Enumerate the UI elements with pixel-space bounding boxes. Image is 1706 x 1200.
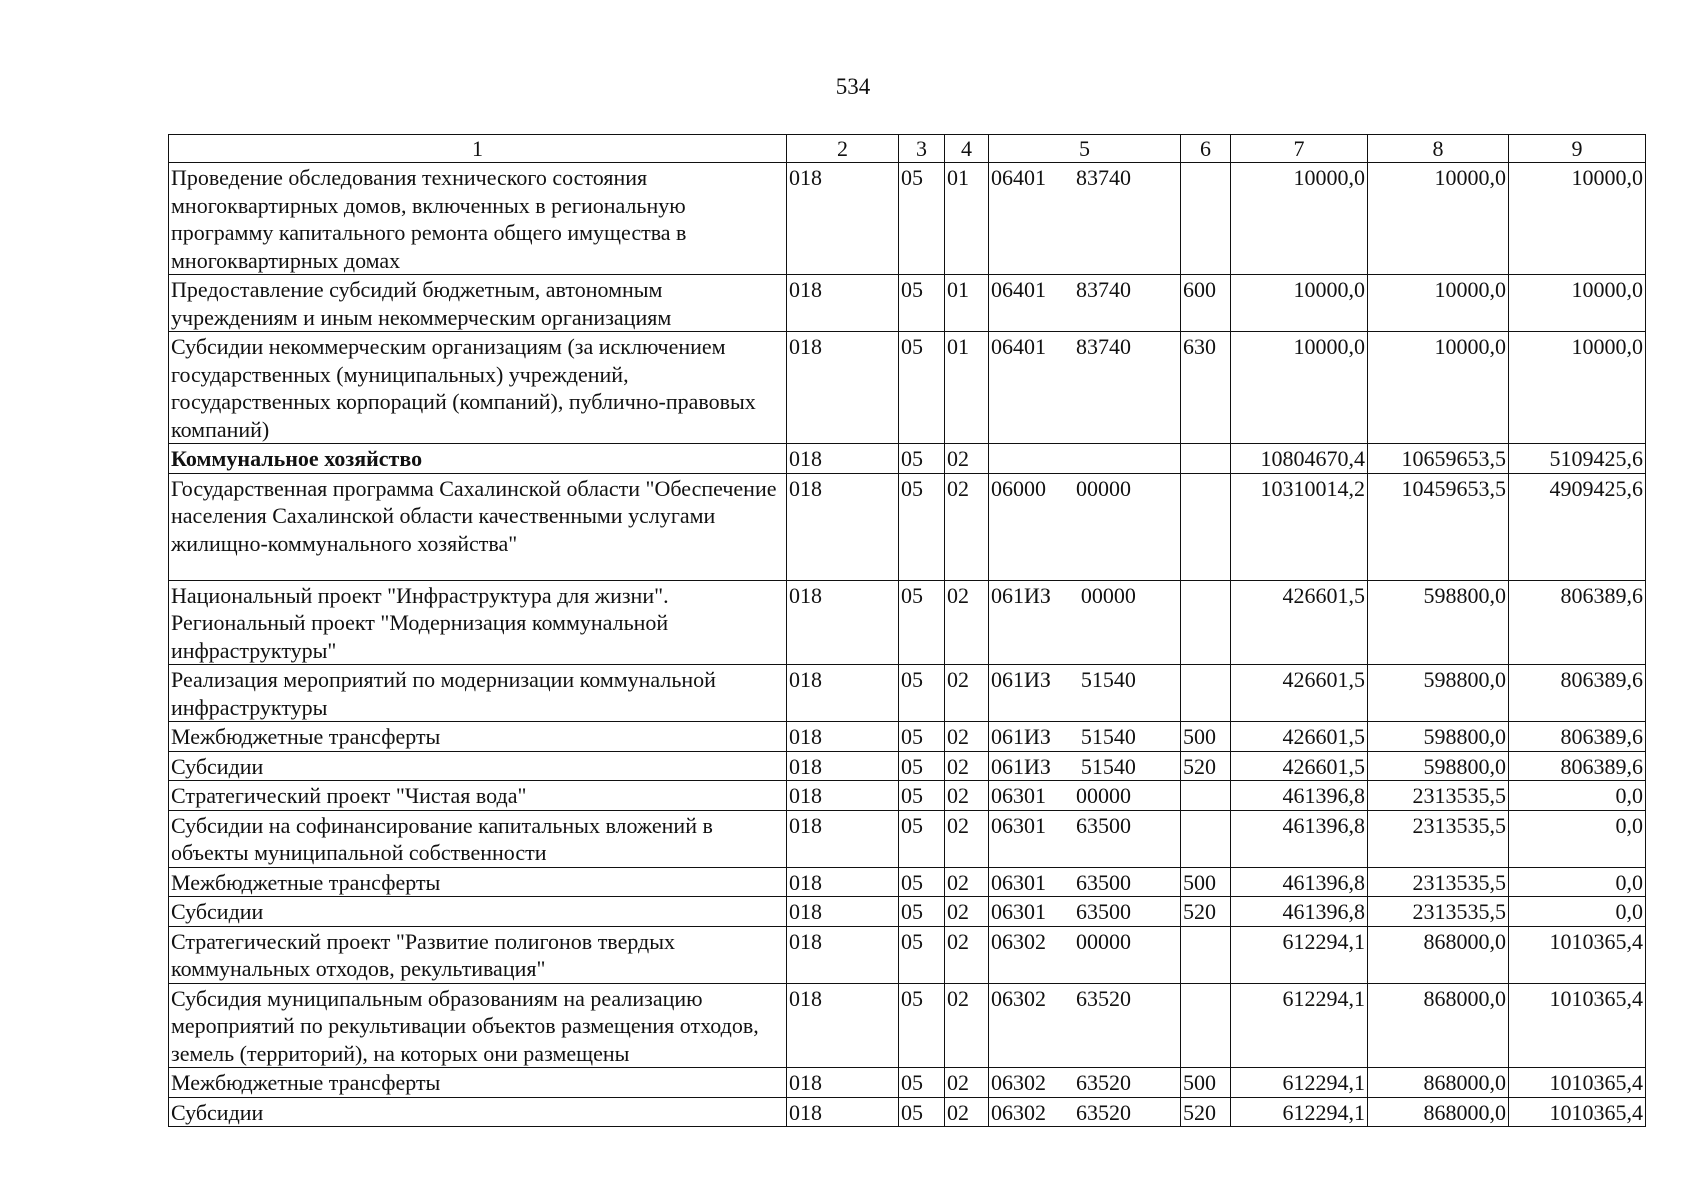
row-col4-cell: 02 bbox=[945, 810, 989, 867]
row-col3-cell: 05 bbox=[899, 983, 945, 1068]
direction-code: 51540 bbox=[1080, 667, 1136, 692]
row-name-cell: Стратегический проект "Чистая вода" bbox=[169, 781, 787, 811]
row-col3-cell: 05 bbox=[899, 810, 945, 867]
direction-code: 00000 bbox=[1076, 928, 1131, 954]
row-name-cell: Субсидии bbox=[169, 751, 787, 781]
row-col6-cell bbox=[1181, 580, 1231, 665]
table-row bbox=[169, 665, 1646, 722]
row-col7-value: 426601,5 bbox=[1231, 580, 1368, 665]
row-col8-value: 2313535,5 bbox=[1368, 867, 1509, 897]
direction-code: 83740 bbox=[1076, 277, 1131, 302]
program-code: 06301 bbox=[991, 899, 1046, 924]
row-col6-cell bbox=[1181, 926, 1231, 983]
row-col4-cell: 02 bbox=[945, 1097, 989, 1127]
row-col7-value: 612294,1 bbox=[1231, 926, 1368, 983]
row-col5-cell bbox=[989, 1068, 1181, 1098]
direction-code: 63500 bbox=[1076, 899, 1131, 924]
row-col5-cell bbox=[989, 867, 1181, 897]
row-col3-cell: 05 bbox=[899, 275, 945, 332]
row-col2-cell: 018 bbox=[787, 781, 899, 811]
row-col5-cell bbox=[989, 163, 1181, 275]
row-col8-value: 598800,0 bbox=[1368, 751, 1509, 781]
table-row bbox=[169, 1068, 1646, 1098]
row-col4-cell: 02 bbox=[945, 926, 989, 983]
row-col4-cell: 01 bbox=[945, 275, 989, 332]
row-name-cell: Субсидии bbox=[169, 897, 787, 927]
table-row bbox=[169, 332, 1646, 444]
row-col6-cell: 600 bbox=[1181, 275, 1231, 332]
table-row bbox=[169, 580, 1646, 665]
row-name-cell: Стратегический проект "Развитие полигонов твердых коммунальных отходов, рекультивация" bbox=[169, 926, 787, 983]
table-row bbox=[169, 983, 1646, 1068]
row-col6-cell: 520 bbox=[1181, 1097, 1231, 1127]
row-col6-cell: 520 bbox=[1181, 897, 1231, 927]
row-name-cell: Проведение обследования технического состояния многоквартирных домов, включенных в региональную программу капитального ремонта общего имущества в многоквартирных домах bbox=[169, 163, 787, 275]
row-col6-cell bbox=[1181, 781, 1231, 811]
row-col9-value: 0,0 bbox=[1509, 781, 1646, 811]
direction-code: 63520 bbox=[1076, 1070, 1131, 1095]
row-name-cell: Государственная программа Сахалинской области "Обеспечение населения Сахалинской области качественными услугами жилищно-коммунального хозяйства" bbox=[169, 473, 787, 580]
row-col8-value: 10000,0 bbox=[1368, 275, 1509, 332]
row-col5-cell bbox=[989, 926, 1181, 983]
direction-code: 83740 bbox=[1076, 165, 1131, 190]
row-name-cell: Межбюджетные трансферты bbox=[169, 722, 787, 752]
row-name-cell: Субсидии некоммерческим организациям (за исключением государственных (муниципальных) учреждений, государственных корпораций (компаний), публично-правовых компаний) bbox=[169, 332, 787, 444]
row-col2-cell: 018 bbox=[787, 722, 899, 752]
table-row bbox=[169, 722, 1646, 752]
row-col6-cell: 520 bbox=[1181, 751, 1231, 781]
row-col7-value: 426601,5 bbox=[1231, 722, 1368, 752]
program-code: 06000 bbox=[991, 475, 1046, 501]
program-code: 06302 bbox=[991, 928, 1046, 954]
row-col4-cell: 02 bbox=[945, 665, 989, 722]
row-col8-value: 2313535,5 bbox=[1368, 897, 1509, 927]
row-col4-cell: 02 bbox=[945, 473, 989, 580]
row-col2-cell: 018 bbox=[787, 444, 899, 474]
row-col8-value: 598800,0 bbox=[1368, 665, 1509, 722]
table-row bbox=[169, 473, 1646, 580]
row-col5-cell bbox=[989, 275, 1181, 332]
row-col7-value: 612294,1 bbox=[1231, 1068, 1368, 1098]
row-col4-cell: 02 bbox=[945, 897, 989, 927]
row-col5-cell bbox=[989, 751, 1181, 781]
row-col7-value: 10000,0 bbox=[1231, 163, 1368, 275]
direction-code: 51540 bbox=[1080, 724, 1136, 749]
table-row bbox=[169, 751, 1646, 781]
table-row bbox=[169, 810, 1646, 867]
row-name-cell: Межбюджетные трансферты bbox=[169, 1068, 787, 1098]
row-col6-cell bbox=[1181, 473, 1231, 580]
row-col9-value: 1010365,4 bbox=[1509, 983, 1646, 1068]
row-name-cell: Предоставление субсидий бюджетным, автономным учреждениям и иным некоммерческим организациям bbox=[169, 275, 787, 332]
row-col5-cell bbox=[989, 580, 1181, 665]
table-row bbox=[169, 1097, 1646, 1127]
row-col7-value: 612294,1 bbox=[1231, 983, 1368, 1068]
row-col9-value: 806389,6 bbox=[1509, 580, 1646, 665]
header-cell: 5 bbox=[989, 135, 1181, 163]
program-code: 06401 bbox=[991, 165, 1046, 190]
row-name-cell: Субсидии bbox=[169, 1097, 787, 1127]
header-cell: 7 bbox=[1231, 135, 1368, 163]
row-col3-cell: 05 bbox=[899, 781, 945, 811]
program-code: 06301 bbox=[991, 783, 1046, 808]
row-col9-value: 806389,6 bbox=[1509, 722, 1646, 752]
row-col4-cell: 02 bbox=[945, 444, 989, 474]
direction-code: 51540 bbox=[1080, 753, 1136, 779]
program-code: 061ИЗ bbox=[991, 724, 1051, 749]
row-col2-cell: 018 bbox=[787, 897, 899, 927]
direction-code: 63520 bbox=[1076, 1099, 1131, 1125]
program-code: 06301 bbox=[991, 812, 1046, 838]
row-col8-value: 868000,0 bbox=[1368, 926, 1509, 983]
row-col6-cell: 500 bbox=[1181, 722, 1231, 752]
row-col6-cell bbox=[1181, 163, 1231, 275]
row-name-cell: Межбюджетные трансферты bbox=[169, 867, 787, 897]
row-col4-cell: 02 bbox=[945, 1068, 989, 1098]
row-name-cell: Национальный проект "Инфраструктура для жизни". Региональный проект "Модернизация коммунальной инфраструктуры" bbox=[169, 580, 787, 665]
row-col7-value: 461396,8 bbox=[1231, 897, 1368, 927]
row-col7-value: 10804670,4 bbox=[1231, 444, 1368, 474]
row-col5-cell bbox=[989, 444, 1181, 474]
header-cell: 2 bbox=[787, 135, 899, 163]
row-col7-value: 10310014,2 bbox=[1231, 473, 1368, 580]
row-col2-cell: 018 bbox=[787, 1068, 899, 1098]
row-col9-value: 10000,0 bbox=[1509, 332, 1646, 444]
header-cell: 6 bbox=[1181, 135, 1231, 163]
row-col4-cell: 01 bbox=[945, 163, 989, 275]
row-col9-value: 1010365,4 bbox=[1509, 1097, 1646, 1127]
row-col4-cell: 02 bbox=[945, 580, 989, 665]
row-col4-cell: 02 bbox=[945, 722, 989, 752]
row-col3-cell: 05 bbox=[899, 665, 945, 722]
program-code: 06302 bbox=[991, 1099, 1046, 1125]
row-col3-cell: 05 bbox=[899, 163, 945, 275]
row-name-cell: Реализация мероприятий по модернизации коммунальной инфраструктуры bbox=[169, 665, 787, 722]
row-col8-value: 598800,0 bbox=[1368, 580, 1509, 665]
row-col6-cell bbox=[1181, 444, 1231, 474]
row-col9-value: 0,0 bbox=[1509, 897, 1646, 927]
row-col3-cell: 05 bbox=[899, 751, 945, 781]
direction-code: 83740 bbox=[1076, 334, 1131, 359]
program-code: 061ИЗ bbox=[991, 753, 1051, 779]
program-code: 06302 bbox=[991, 985, 1046, 1011]
program-code: 06301 bbox=[991, 869, 1046, 895]
row-col5-cell bbox=[989, 781, 1181, 811]
row-col6-cell bbox=[1181, 810, 1231, 867]
row-col3-cell: 05 bbox=[899, 580, 945, 665]
row-col2-cell: 018 bbox=[787, 867, 899, 897]
row-col7-value: 461396,8 bbox=[1231, 781, 1368, 811]
header-row bbox=[169, 135, 1646, 163]
row-col3-cell: 05 bbox=[899, 1097, 945, 1127]
table-row bbox=[169, 444, 1646, 474]
row-col2-cell: 018 bbox=[787, 163, 899, 275]
row-col9-value: 1010365,4 bbox=[1509, 1068, 1646, 1098]
program-code: 06401 bbox=[991, 277, 1046, 302]
row-col7-value: 461396,8 bbox=[1231, 867, 1368, 897]
row-col6-cell: 500 bbox=[1181, 1068, 1231, 1098]
row-col6-cell: 630 bbox=[1181, 332, 1231, 444]
row-col7-value: 10000,0 bbox=[1231, 275, 1368, 332]
row-col2-cell: 018 bbox=[787, 275, 899, 332]
row-col2-cell: 018 bbox=[787, 926, 899, 983]
row-name-cell: Субсидия муниципальным образованиям на реализацию мероприятий по рекультивации объектов размещения отходов, земель (территорий), на которых они размещены bbox=[169, 983, 787, 1068]
row-col9-value: 1010365,4 bbox=[1509, 926, 1646, 983]
header-cell: 4 bbox=[945, 135, 989, 163]
row-col9-value: 4909425,6 bbox=[1509, 473, 1646, 580]
row-col2-cell: 018 bbox=[787, 665, 899, 722]
row-col9-value: 806389,6 bbox=[1509, 751, 1646, 781]
row-col8-value: 868000,0 bbox=[1368, 1068, 1509, 1098]
table-row bbox=[169, 897, 1646, 927]
row-col7-value: 461396,8 bbox=[1231, 810, 1368, 867]
header-cell: 3 bbox=[899, 135, 945, 163]
row-col5-cell bbox=[989, 332, 1181, 444]
row-col8-value: 10659653,5 bbox=[1368, 444, 1509, 474]
row-col5-cell bbox=[989, 897, 1181, 927]
row-col8-value: 2313535,5 bbox=[1368, 810, 1509, 867]
row-col5-cell bbox=[989, 665, 1181, 722]
row-col7-value: 10000,0 bbox=[1231, 332, 1368, 444]
row-col4-cell: 02 bbox=[945, 983, 989, 1068]
row-col2-cell: 018 bbox=[787, 983, 899, 1068]
row-col5-cell bbox=[989, 1097, 1181, 1127]
budget-table bbox=[168, 134, 1646, 1127]
program-code: 06401 bbox=[991, 334, 1046, 359]
page-number: 534 bbox=[835, 74, 871, 99]
row-col9-value: 5109425,6 bbox=[1509, 444, 1646, 474]
row-col9-value: 10000,0 bbox=[1509, 275, 1646, 332]
row-col3-cell: 05 bbox=[899, 1068, 945, 1098]
row-col9-value: 0,0 bbox=[1509, 867, 1646, 897]
row-col2-cell: 018 bbox=[787, 810, 899, 867]
row-col2-cell: 018 bbox=[787, 1097, 899, 1127]
direction-code: 63500 bbox=[1076, 812, 1131, 838]
row-col9-value: 806389,6 bbox=[1509, 665, 1646, 722]
row-col5-cell bbox=[989, 983, 1181, 1068]
row-col7-value: 612294,1 bbox=[1231, 1097, 1368, 1127]
row-col7-value: 426601,5 bbox=[1231, 665, 1368, 722]
row-col3-cell: 05 bbox=[899, 444, 945, 474]
row-col3-cell: 05 bbox=[899, 473, 945, 580]
row-col5-cell bbox=[989, 722, 1181, 752]
row-col4-cell: 02 bbox=[945, 781, 989, 811]
row-col2-cell: 018 bbox=[787, 751, 899, 781]
row-col2-cell: 018 bbox=[787, 473, 899, 580]
row-col3-cell: 05 bbox=[899, 722, 945, 752]
row-col6-cell bbox=[1181, 983, 1231, 1068]
direction-code: 00000 bbox=[1076, 783, 1131, 808]
row-col8-value: 2313535,5 bbox=[1368, 781, 1509, 811]
program-code: 061ИЗ bbox=[991, 582, 1051, 608]
table-row bbox=[169, 926, 1646, 983]
direction-code: 63520 bbox=[1076, 985, 1131, 1011]
row-col6-cell bbox=[1181, 665, 1231, 722]
row-col3-cell: 05 bbox=[899, 926, 945, 983]
header-cell: 8 bbox=[1368, 135, 1509, 163]
row-col3-cell: 05 bbox=[899, 867, 945, 897]
table-row bbox=[169, 275, 1646, 332]
row-col9-value: 10000,0 bbox=[1509, 163, 1646, 275]
row-col4-cell: 01 bbox=[945, 332, 989, 444]
program-code: 061ИЗ bbox=[991, 667, 1051, 692]
row-col5-cell bbox=[989, 473, 1181, 580]
row-col4-cell: 02 bbox=[945, 867, 989, 897]
row-col3-cell: 05 bbox=[899, 332, 945, 444]
direction-code: 63500 bbox=[1076, 869, 1131, 895]
table-row bbox=[169, 781, 1646, 811]
row-col6-cell: 500 bbox=[1181, 867, 1231, 897]
row-name-cell: Коммунальное хозяйство bbox=[169, 444, 787, 474]
direction-code: 00000 bbox=[1076, 475, 1131, 501]
row-col8-value: 10000,0 bbox=[1368, 332, 1509, 444]
program-code: 06302 bbox=[991, 1070, 1046, 1095]
row-col9-value: 0,0 bbox=[1509, 810, 1646, 867]
header-cell: 9 bbox=[1509, 135, 1646, 163]
row-col7-value: 426601,5 bbox=[1231, 751, 1368, 781]
direction-code: 00000 bbox=[1080, 582, 1136, 608]
row-col8-value: 598800,0 bbox=[1368, 722, 1509, 752]
table-row bbox=[169, 867, 1646, 897]
table-row bbox=[169, 163, 1646, 275]
row-col8-value: 10000,0 bbox=[1368, 163, 1509, 275]
row-col8-value: 10459653,5 bbox=[1368, 473, 1509, 580]
row-col2-cell: 018 bbox=[787, 580, 899, 665]
row-col8-value: 868000,0 bbox=[1368, 983, 1509, 1068]
row-col3-cell: 05 bbox=[899, 897, 945, 927]
row-name-cell: Субсидии на софинансирование капитальных вложений в объекты муниципальной собственности bbox=[169, 810, 787, 867]
row-col8-value: 868000,0 bbox=[1368, 1097, 1509, 1127]
header-cell: 1 bbox=[169, 135, 787, 163]
row-col4-cell: 02 bbox=[945, 751, 989, 781]
row-col2-cell: 018 bbox=[787, 332, 899, 444]
row-col5-cell bbox=[989, 810, 1181, 867]
